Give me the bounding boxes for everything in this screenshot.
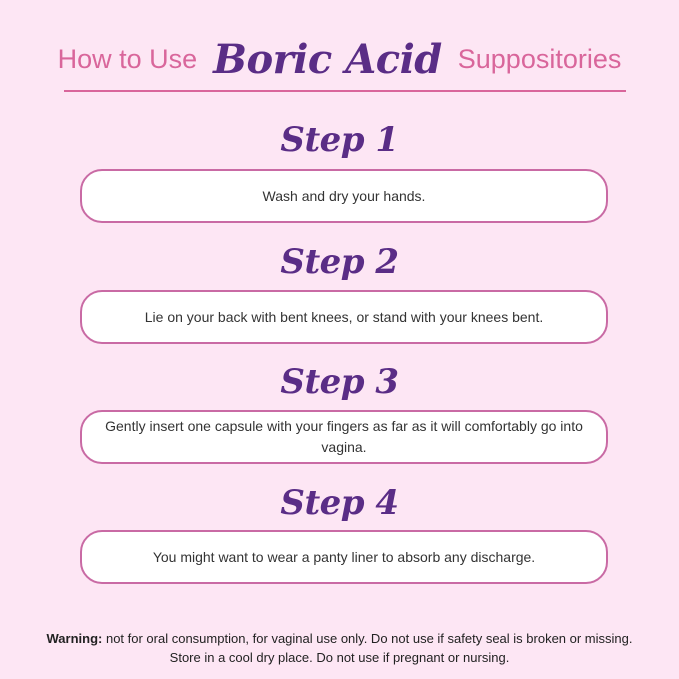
step-2-heading: Step 2 (280, 242, 399, 282)
title-divider (64, 90, 626, 92)
step-1-heading: Step 1 (280, 120, 399, 160)
warning-text-1: not for oral consumption, for vaginal use only. Do not use if safety seal is broken or missing. (105, 631, 633, 646)
title-prefix: How to Use (57, 43, 198, 74)
step-4-box (80, 530, 608, 584)
warning-label: Warning: (46, 631, 103, 646)
step-4-text: You might want to wear a panty liner to absorb any discharge. (152, 548, 536, 565)
title-highlight: Boric Acid (213, 35, 442, 83)
title-suffix: Suppositories (457, 43, 622, 74)
step-1-text: Wash and dry your hands. (262, 187, 426, 204)
warning-line-1 (0, 629, 679, 648)
warning-notice (0, 629, 679, 667)
step-4-heading: Step 4 (280, 483, 399, 523)
step-2-box (80, 290, 608, 344)
step-3-heading: Step 3 (280, 362, 399, 402)
step-3-text: Gently insert one capsule with your fingers as far as it will comfortably go into vagina. (105, 418, 583, 455)
page-title (0, 28, 679, 90)
step-3-box (80, 410, 608, 464)
warning-text-2: Store in a cool dry place. Do not use if pregnant or nursing. (169, 650, 510, 665)
step-2-text: Lie on your back with bent knees, or stand with your knees bent. (144, 308, 544, 325)
step-1-box (80, 169, 608, 223)
